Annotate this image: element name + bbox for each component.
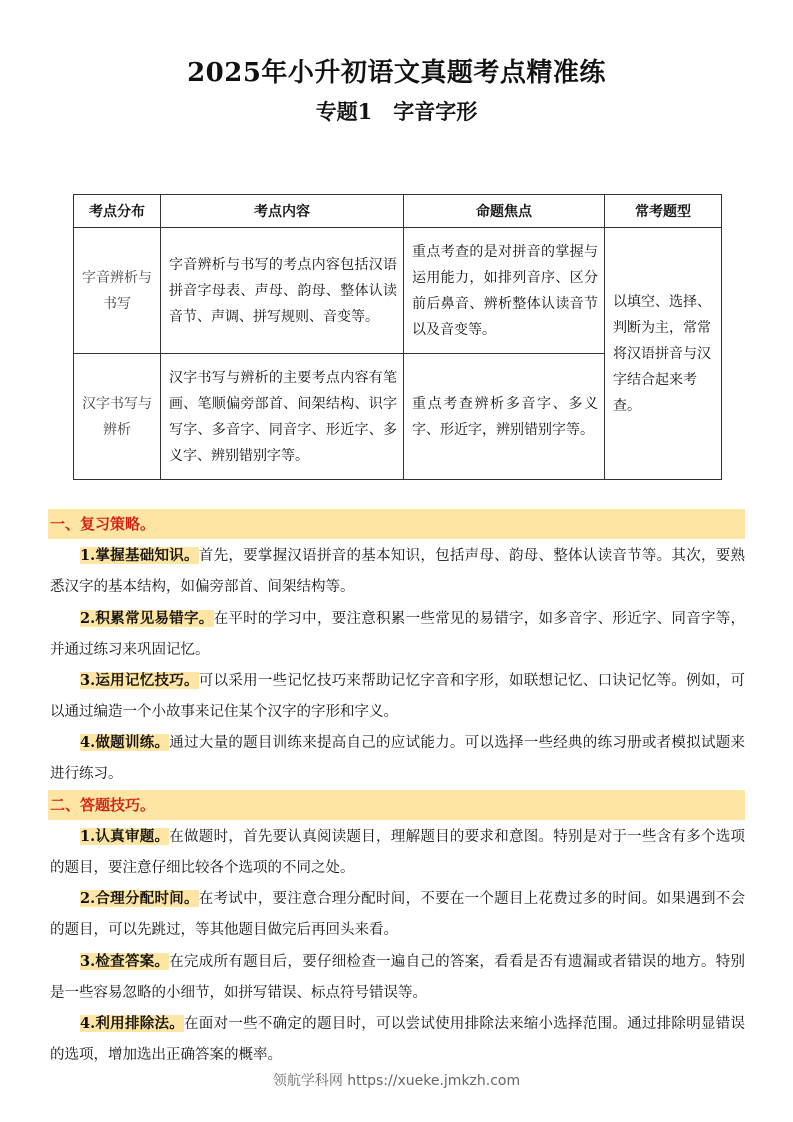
- item-lead: 1.掌握基础知识。: [80, 547, 199, 564]
- question-type-cell: 以填空、选择、判断为主，常常将汉语拼音与汉字结合起来考查。: [605, 228, 722, 480]
- item-lead: 2.积累常见易错字。: [80, 610, 214, 627]
- item-lead: 3.检查答案。: [80, 953, 170, 970]
- document-subtitle: 专题1 字音字形: [315, 99, 478, 124]
- item-text: 在完成所有题目后，要仔细检查一遍自己的答案，看看是否有遗漏或者错误的地方。特别是一些容易忽略的小细节，如拼写错误、标点符号错误等。: [50, 954, 746, 1001]
- row-content: 字音辨析与书写的考点内容包括汉语拼音字母表、声母、韵母、整体认读音节、声调、拼写规则、音变等。: [161, 228, 404, 354]
- header-focus: 命题焦点: [404, 195, 605, 228]
- row-content: 汉字书写与辨析的主要考点内容有笔画、笔顺偏旁部首、间架结构、识字写字、多音字、同音字、形近字、多义字、辨别错别字等。: [161, 354, 404, 480]
- row-category: 汉字书写与辨析: [74, 354, 161, 480]
- row-focus: 重点考查的是对拼音的掌握与运用能力，如排列音序、区分前后鼻音、辨析整体认读音节以及音变等。: [404, 228, 605, 354]
- item-text: 在平时的学习中，要注意积累一些常见的易错字，如多音字、形近字、同音字等，并通过练习来巩固记忆。: [50, 611, 745, 658]
- row-category: 字音辨析与书写: [74, 228, 161, 354]
- item-text: 通过大量的题目训练来提高自己的应试能力。可以选择一些经典的练习册或者模拟试题来进行练习。: [50, 735, 746, 782]
- review-item-2: [50, 603, 745, 666]
- tips-item-3: [50, 946, 745, 1009]
- document-title: 2025年小升初语文真题考点精准练: [187, 58, 606, 88]
- review-item-4: [50, 727, 745, 790]
- item-text: 在做题时，首先要认真阅读题目，理解题目的要求和意图。特别是对于一些含有多个选项的题目，要注意仔细比较各个选项的不同之处。: [50, 829, 746, 876]
- section-heading-answer-tips: 二、答题技巧。: [48, 790, 745, 820]
- item-lead: 2.合理分配时间。: [80, 890, 199, 907]
- table-header-row: [74, 195, 722, 228]
- table-row: [74, 228, 722, 354]
- item-lead: 1.认真审题。: [80, 828, 170, 845]
- exam-points-table: [73, 194, 722, 480]
- header-question-type: 常考题型: [605, 195, 722, 228]
- header-distribution: 考点分布: [74, 195, 161, 228]
- section-heading-review: 一、复习策略。: [48, 509, 745, 539]
- item-lead: 4.利用排除法。: [80, 1015, 185, 1032]
- item-text: 可以采用一些记忆技巧来帮助记忆字音和字形，如联想记忆、口诀记忆等。例如，可以通过编造一个小故事来记住某个汉字的字形和字义。: [50, 673, 745, 720]
- header-content: 考点内容: [161, 195, 404, 228]
- tips-item-2: [50, 883, 745, 946]
- item-text: 在考试中，要注意合理分配时间，不要在一个题目上花费过多的时间。如果遇到不会的题目，可以先跳过，等其他题目做完后再回头来看。: [50, 891, 745, 938]
- review-item-3: [50, 665, 745, 728]
- item-lead: 3.运用记忆技巧。: [80, 672, 199, 689]
- item-text: 首先，要掌握汉语拼音的基本知识，包括声母、韵母、整体认读音节等。其次，要熟悉汉字的基本结构，如偏旁部首、间架结构等。: [50, 548, 745, 595]
- tips-item-1: [50, 821, 745, 884]
- row-focus: 重点考查辨析多音字、多义字、形近字，辨别错别字等。: [404, 354, 605, 480]
- item-lead: 4.做题训练。: [80, 734, 170, 751]
- item-text: 在面对一些不确定的题目时，可以尝试使用排除法来缩小选择范围。通过排除明显错误的选项，增加选出正确答案的概率。: [50, 1016, 746, 1063]
- review-item-1: [50, 540, 745, 603]
- page-footer-watermark: 领航学科网 https://xueke.jmkzh.com: [272, 1073, 521, 1089]
- tips-item-4: [50, 1008, 745, 1071]
